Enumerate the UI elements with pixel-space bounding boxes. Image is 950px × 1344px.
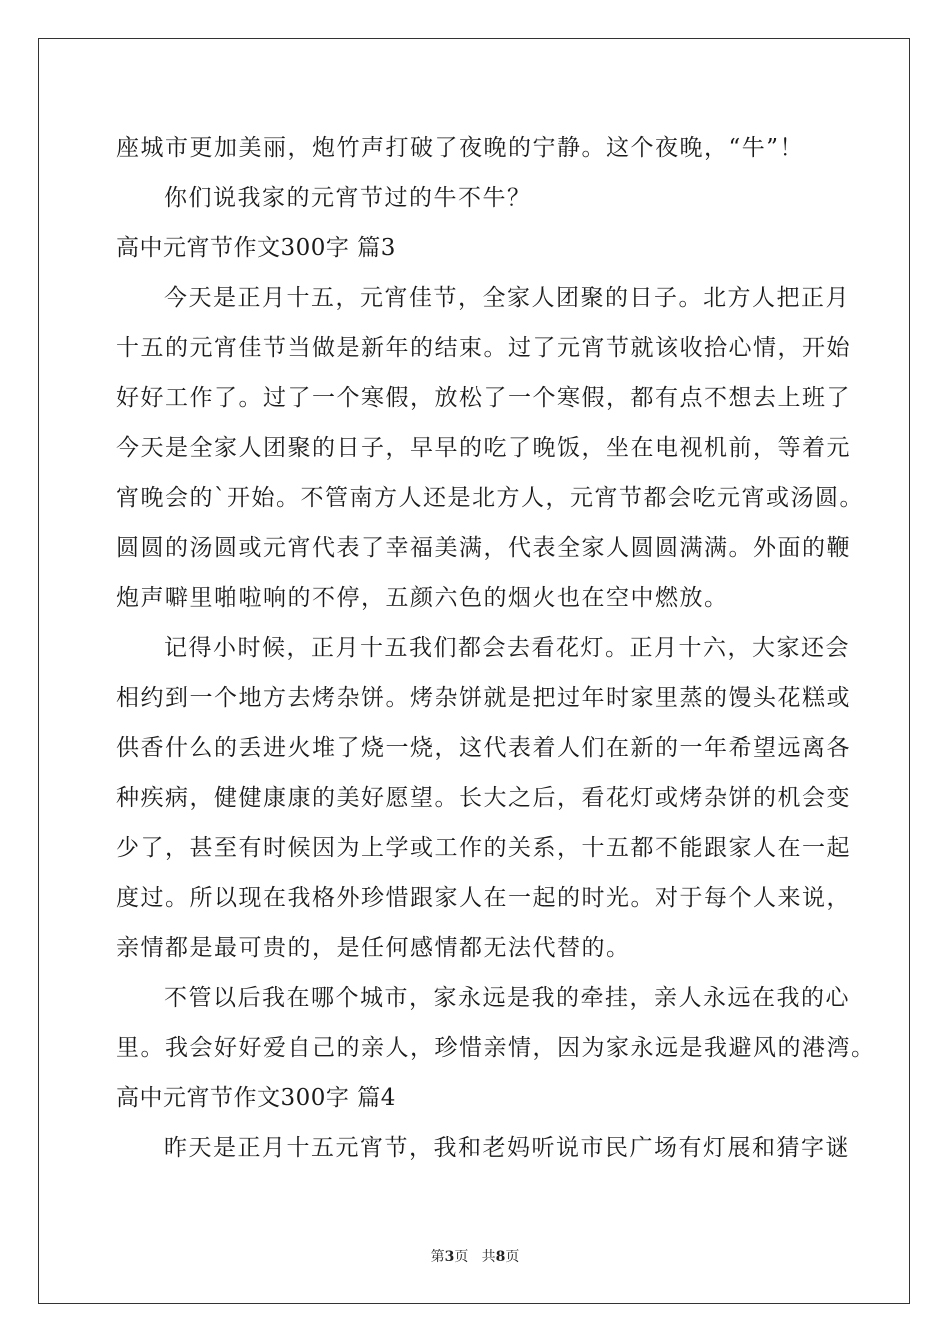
paragraph-line: 宵晚会的`开始。不管南方人还是北方人，元宵节都会吃元宵或汤圆。 [116, 485, 864, 511]
paragraph-line: 座城市更加美丽，炮竹声打破了夜晚的宁静。这个夜晚，“牛”！ [116, 135, 805, 161]
section-heading: 高中元宵节作文300字 篇4 [116, 1085, 396, 1111]
paragraph-line: 今天是正月十五，元宵佳节，全家人团聚的日子。北方人把正月 [164, 285, 850, 311]
paragraph-line: 不管以后我在哪个城市，家永远是我的牵挂，亲人永远在我的心 [164, 985, 850, 1011]
paragraph-line: 度过。所以现在我格外珍惜跟家人在一起的时光。对于每个人来说， [116, 885, 851, 911]
footer-total-suffix: 页 [505, 1249, 520, 1265]
page-footer [0, 1246, 950, 1266]
current-page-number: 3 [444, 1249, 455, 1265]
total-page-number: 8 [495, 1249, 506, 1265]
section-heading: 高中元宵节作文300字 篇3 [116, 235, 396, 261]
paragraph-line: 好好工作了。过了一个寒假，放松了一个寒假，都有点不想去上班了 [116, 385, 851, 411]
paragraph-line: 记得小时候，正月十五我们都会去看花灯。正月十六，大家还会 [164, 635, 850, 661]
paragraph-line: 亲情都是最可贵的，是任何感情都无法代替的。 [116, 935, 631, 961]
paragraph-line: 昨天是正月十五元宵节，我和老妈听说市民广场有灯展和猜字谜 [164, 1135, 850, 1161]
paragraph-line: 炮声噼里啪啦响的不停，五颜六色的烟火也在空中燃放。 [116, 585, 729, 611]
paragraph-line: 圆圆的汤圆或元宵代表了幸福美满，代表全家人圆圆满满。外面的鞭 [116, 535, 851, 561]
paragraph-line: 十五的元宵佳节当做是新年的结束。过了元宵节就该收拾心情，开始 [116, 335, 851, 361]
paragraph-line: 少了，甚至有时候因为上学或工作的关系，十五都不能跟家人在一起 [116, 835, 851, 861]
paragraph-line: 相约到一个地方去烤杂饼。烤杂饼就是把过年时家里蒸的馒头花糕或 [116, 685, 851, 711]
footer-total-prefix: 共 [481, 1249, 496, 1265]
paragraph-line: 供香什么的丢进火堆了烧一烧，这代表着人们在新的一年希望远离各 [116, 735, 851, 761]
footer-page-suffix: 页 [454, 1249, 469, 1265]
document-body [116, 128, 876, 1178]
paragraph-line: 里。我会好好爱自己的亲人，珍惜亲情，因为家永远是我避风的港湾。 [116, 1035, 876, 1061]
paragraph-line: 种疾病，健健康康的美好愿望。长大之后，看花灯或烤杂饼的机会变 [116, 785, 851, 811]
footer-prefix: 第 [430, 1249, 445, 1265]
paragraph-line: 今天是全家人团聚的日子，早早的吃了晚饭，坐在电视机前，等着元 [116, 435, 851, 461]
paragraph-line: 你们说我家的元宵节过的牛不牛？ [164, 185, 532, 211]
